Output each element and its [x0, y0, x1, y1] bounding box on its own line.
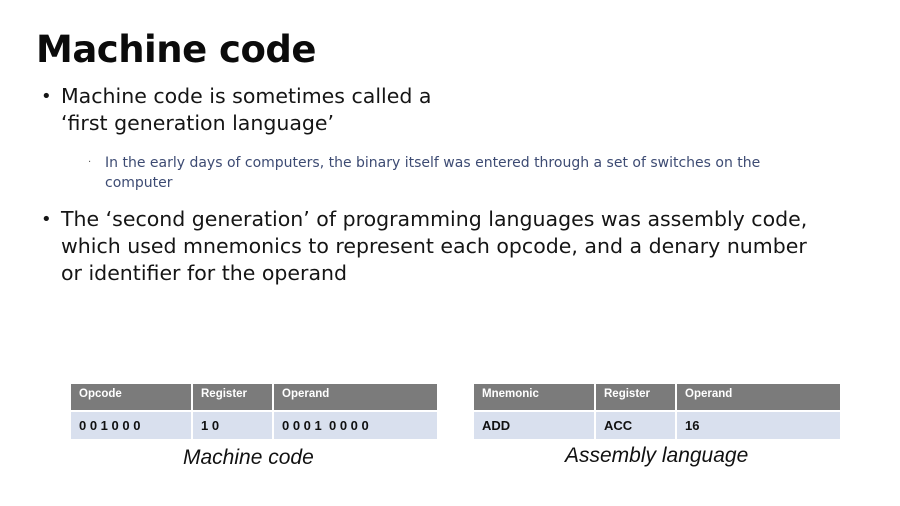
bullet-line: or identifier for the operand [61, 261, 348, 285]
header-operand: Operand [273, 384, 437, 411]
cell-opcode: 0 0 1 0 0 0 [71, 411, 192, 439]
sub-bullet-switches [88, 153, 805, 193]
bullet-marker: • [41, 209, 52, 230]
machine-code-caption: Machine code [183, 446, 314, 469]
assembly-language-table [474, 384, 840, 439]
header-operand: Operand [676, 384, 840, 411]
bullet-line: which used mnemonics to represent each opcode, and a denary number [61, 234, 807, 258]
sub-bullet-marker: · [88, 157, 92, 168]
table-header-row [71, 384, 437, 411]
bullet-line: ‘first generation language’ [61, 111, 335, 135]
machine-code-table [71, 384, 437, 439]
bullet-line: The ‘second generation’ of programming languages was assembly code, [61, 207, 808, 231]
slide-title: Machine code [36, 28, 316, 71]
header-mnemonic: Mnemonic [474, 384, 595, 411]
table-row [71, 411, 437, 439]
cell-mnemonic: ADD [474, 411, 595, 439]
bullet-second-generation [41, 206, 821, 287]
assembly-language-caption: Assembly language [565, 444, 749, 467]
sub-bullet-line: computer [105, 175, 173, 191]
bullet-marker: • [41, 86, 52, 107]
cell-register: 1 0 [192, 411, 273, 439]
table-header-row [474, 384, 840, 411]
table-row [474, 411, 840, 439]
cell-register: ACC [595, 411, 676, 439]
bullet-line: Machine code is sometimes called a [61, 84, 432, 108]
sub-bullet-line: In the early days of computers, the binary itself was entered through a set of switches on the [105, 155, 761, 171]
bullet-first-generation [41, 83, 481, 137]
header-opcode: Opcode [71, 384, 192, 411]
header-register: Register [595, 384, 676, 411]
header-register: Register [192, 384, 273, 411]
cell-operand: 0 0 0 1 0 0 0 0 [273, 411, 437, 439]
cell-operand: 16 [676, 411, 840, 439]
